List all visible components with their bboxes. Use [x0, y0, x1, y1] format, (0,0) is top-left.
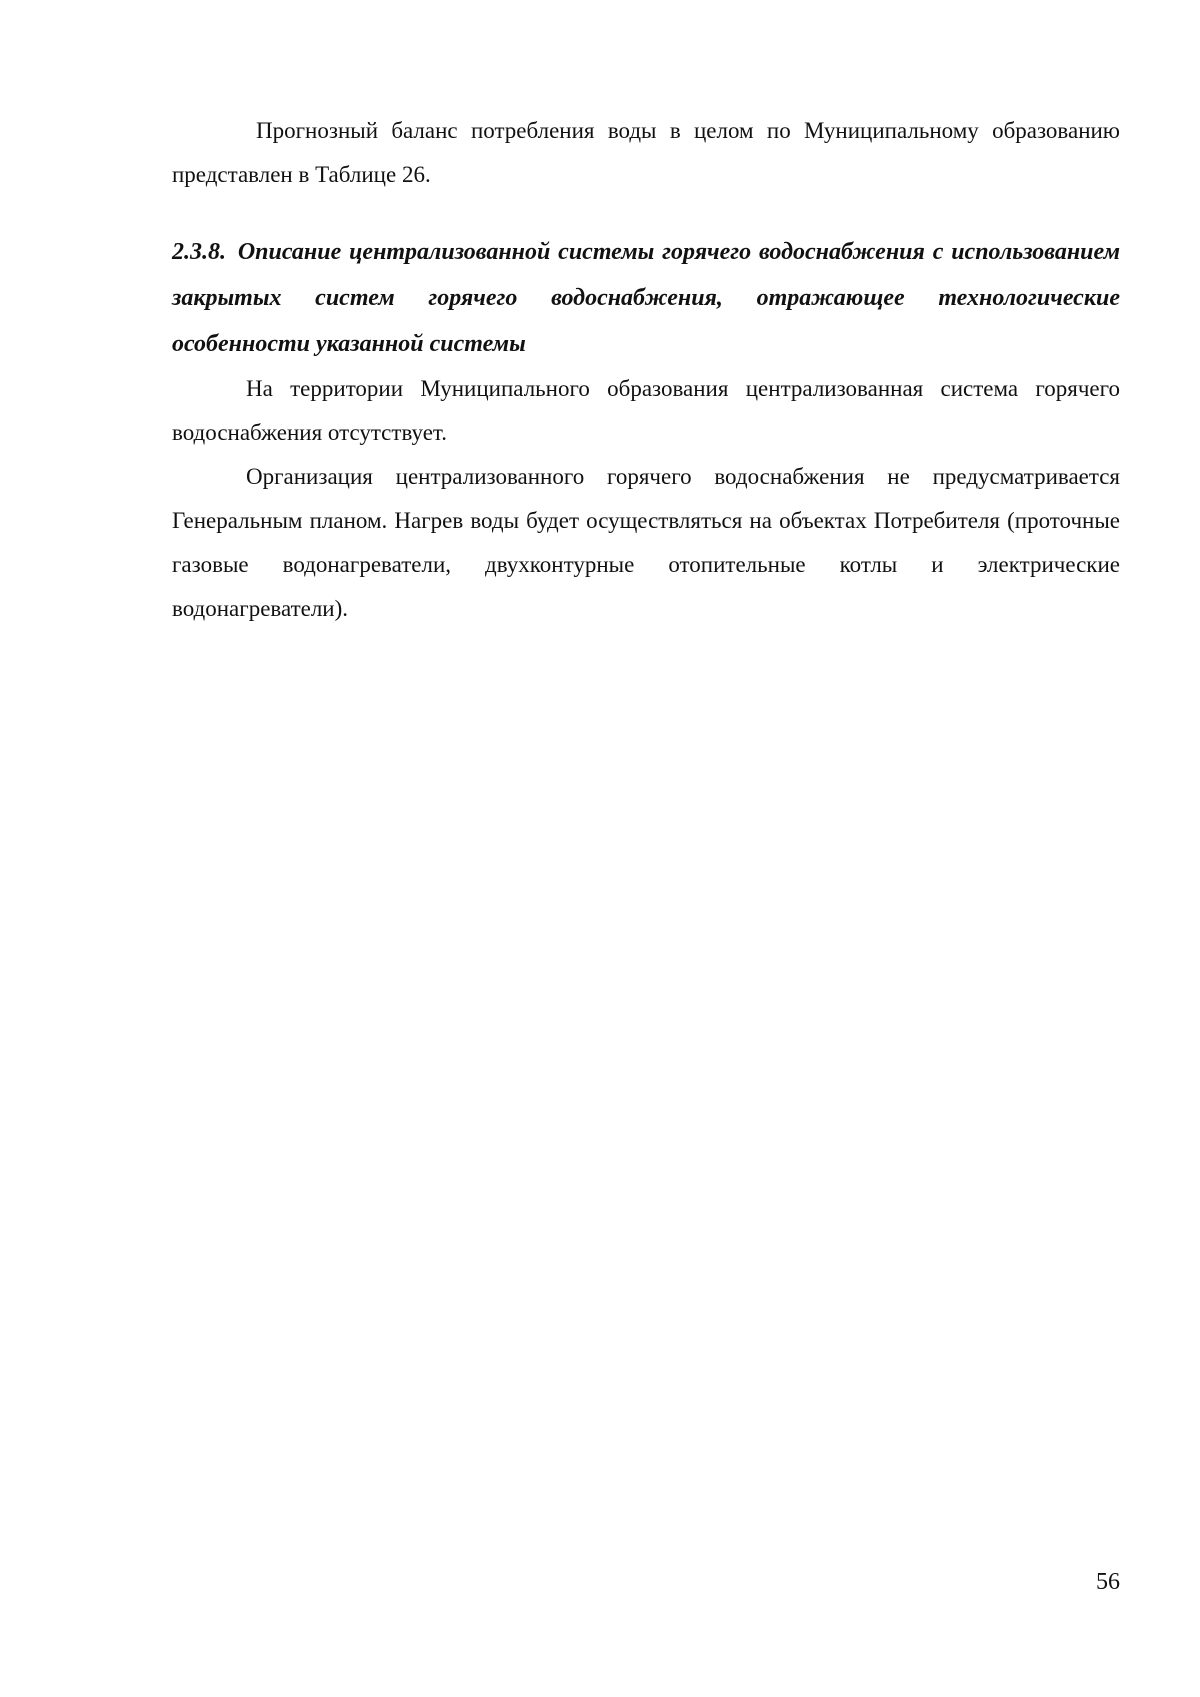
page-number: 56 [1096, 1569, 1120, 1595]
intro-paragraph: Прогнозный баланс потребления воды в целом по Муниципальному образованию представлен в Таблице 26. [172, 118, 1120, 187]
body-paragraph-1: На территории Муниципального образования централизованная система горячего водоснабжения отсутствует. [172, 376, 1120, 445]
page-content [172, 109, 1120, 631]
section-heading [172, 229, 1120, 367]
section-number: 2.3.8. [172, 239, 226, 265]
section-title: Описание централизованной системы горячего водоснабжения с использованием закрытых систем горячего водоснабжения, отражающее технологические особенности указанной системы [172, 239, 1121, 357]
body-paragraph-2: Организация централизованного горячего водоснабжения не предусматривается Генеральным планом. Нагрев воды будет осуществляться на объектах Потребителя (проточные газовые водонагреватели, двухконтурные отопительные котлы и электрические водонагреватели). [172, 464, 1120, 621]
